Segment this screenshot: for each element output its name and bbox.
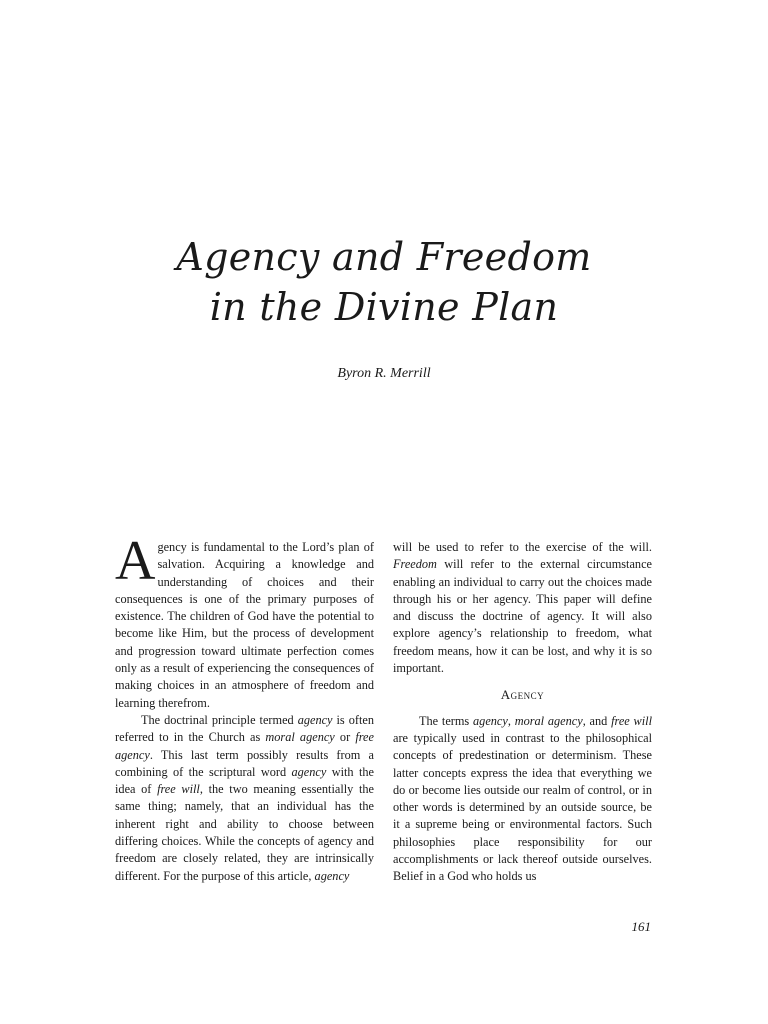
- terms-paragraph: The terms agency, moral agency, and free will are typically used in contrast to the philosophical concepts of predestination or determinism. These latter concepts express the idea that everything we do or become lies outside our realm of control, or in other words is determined by an outside source, be it a supreme being or environmental factors. Such philosophies place responsibility for our accomplishments or lack thereof outside ourselves. Belief in a God who holds us: [393, 713, 652, 884]
- article-title: [0, 232, 768, 332]
- intro-paragraph: Agency is fundamental to the Lord’s plan of salvation. Acquiring a knowledge and understanding of choices and their consequences is one of the primary purposes of existence. The children of God have the potential to become like Him, but the process of development and progression toward ultimate perfection comes only as a result of experiencing the consequences of making choices in an atmosphere of freedom and learning therefrom.: [115, 530, 374, 710]
- section-heading-agency: Agency: [500, 687, 545, 703]
- doctrinal-paragraph: The doctrinal principle termed agency is often referred to in the Church as moral agency or free agency. This last term possibly results from a combining of the scriptural word agency with the idea of free will, the two meaning essentially the same thing; namely, that an individual has the inherent right and ability to choose between differing choices. While the concepts of agency and freedom are closely related, they are intrinsically different. For the purpose of this article, agency: [115, 712, 374, 883]
- drop-cap: A: [115, 530, 156, 592]
- left-column: [115, 530, 374, 885]
- title-line-1: Agency and Freedom: [176, 235, 592, 279]
- title-line-2: in the Divine Plan: [209, 285, 559, 329]
- right-column: [393, 539, 652, 886]
- continuation-paragraph: will be used to refer to the exercise of the will. Freedom will refer to the external circumstance enabling an individual to carry out the choices made through his or her agency. This paper will define and discuss the doctrine of agency. It will also explore agency’s relationship to freedom, what freedom means, how it can be lost, and why it is so important.: [393, 540, 652, 676]
- author-byline: Byron R. Merrill: [337, 366, 431, 381]
- page-number: 161: [631, 919, 651, 934]
